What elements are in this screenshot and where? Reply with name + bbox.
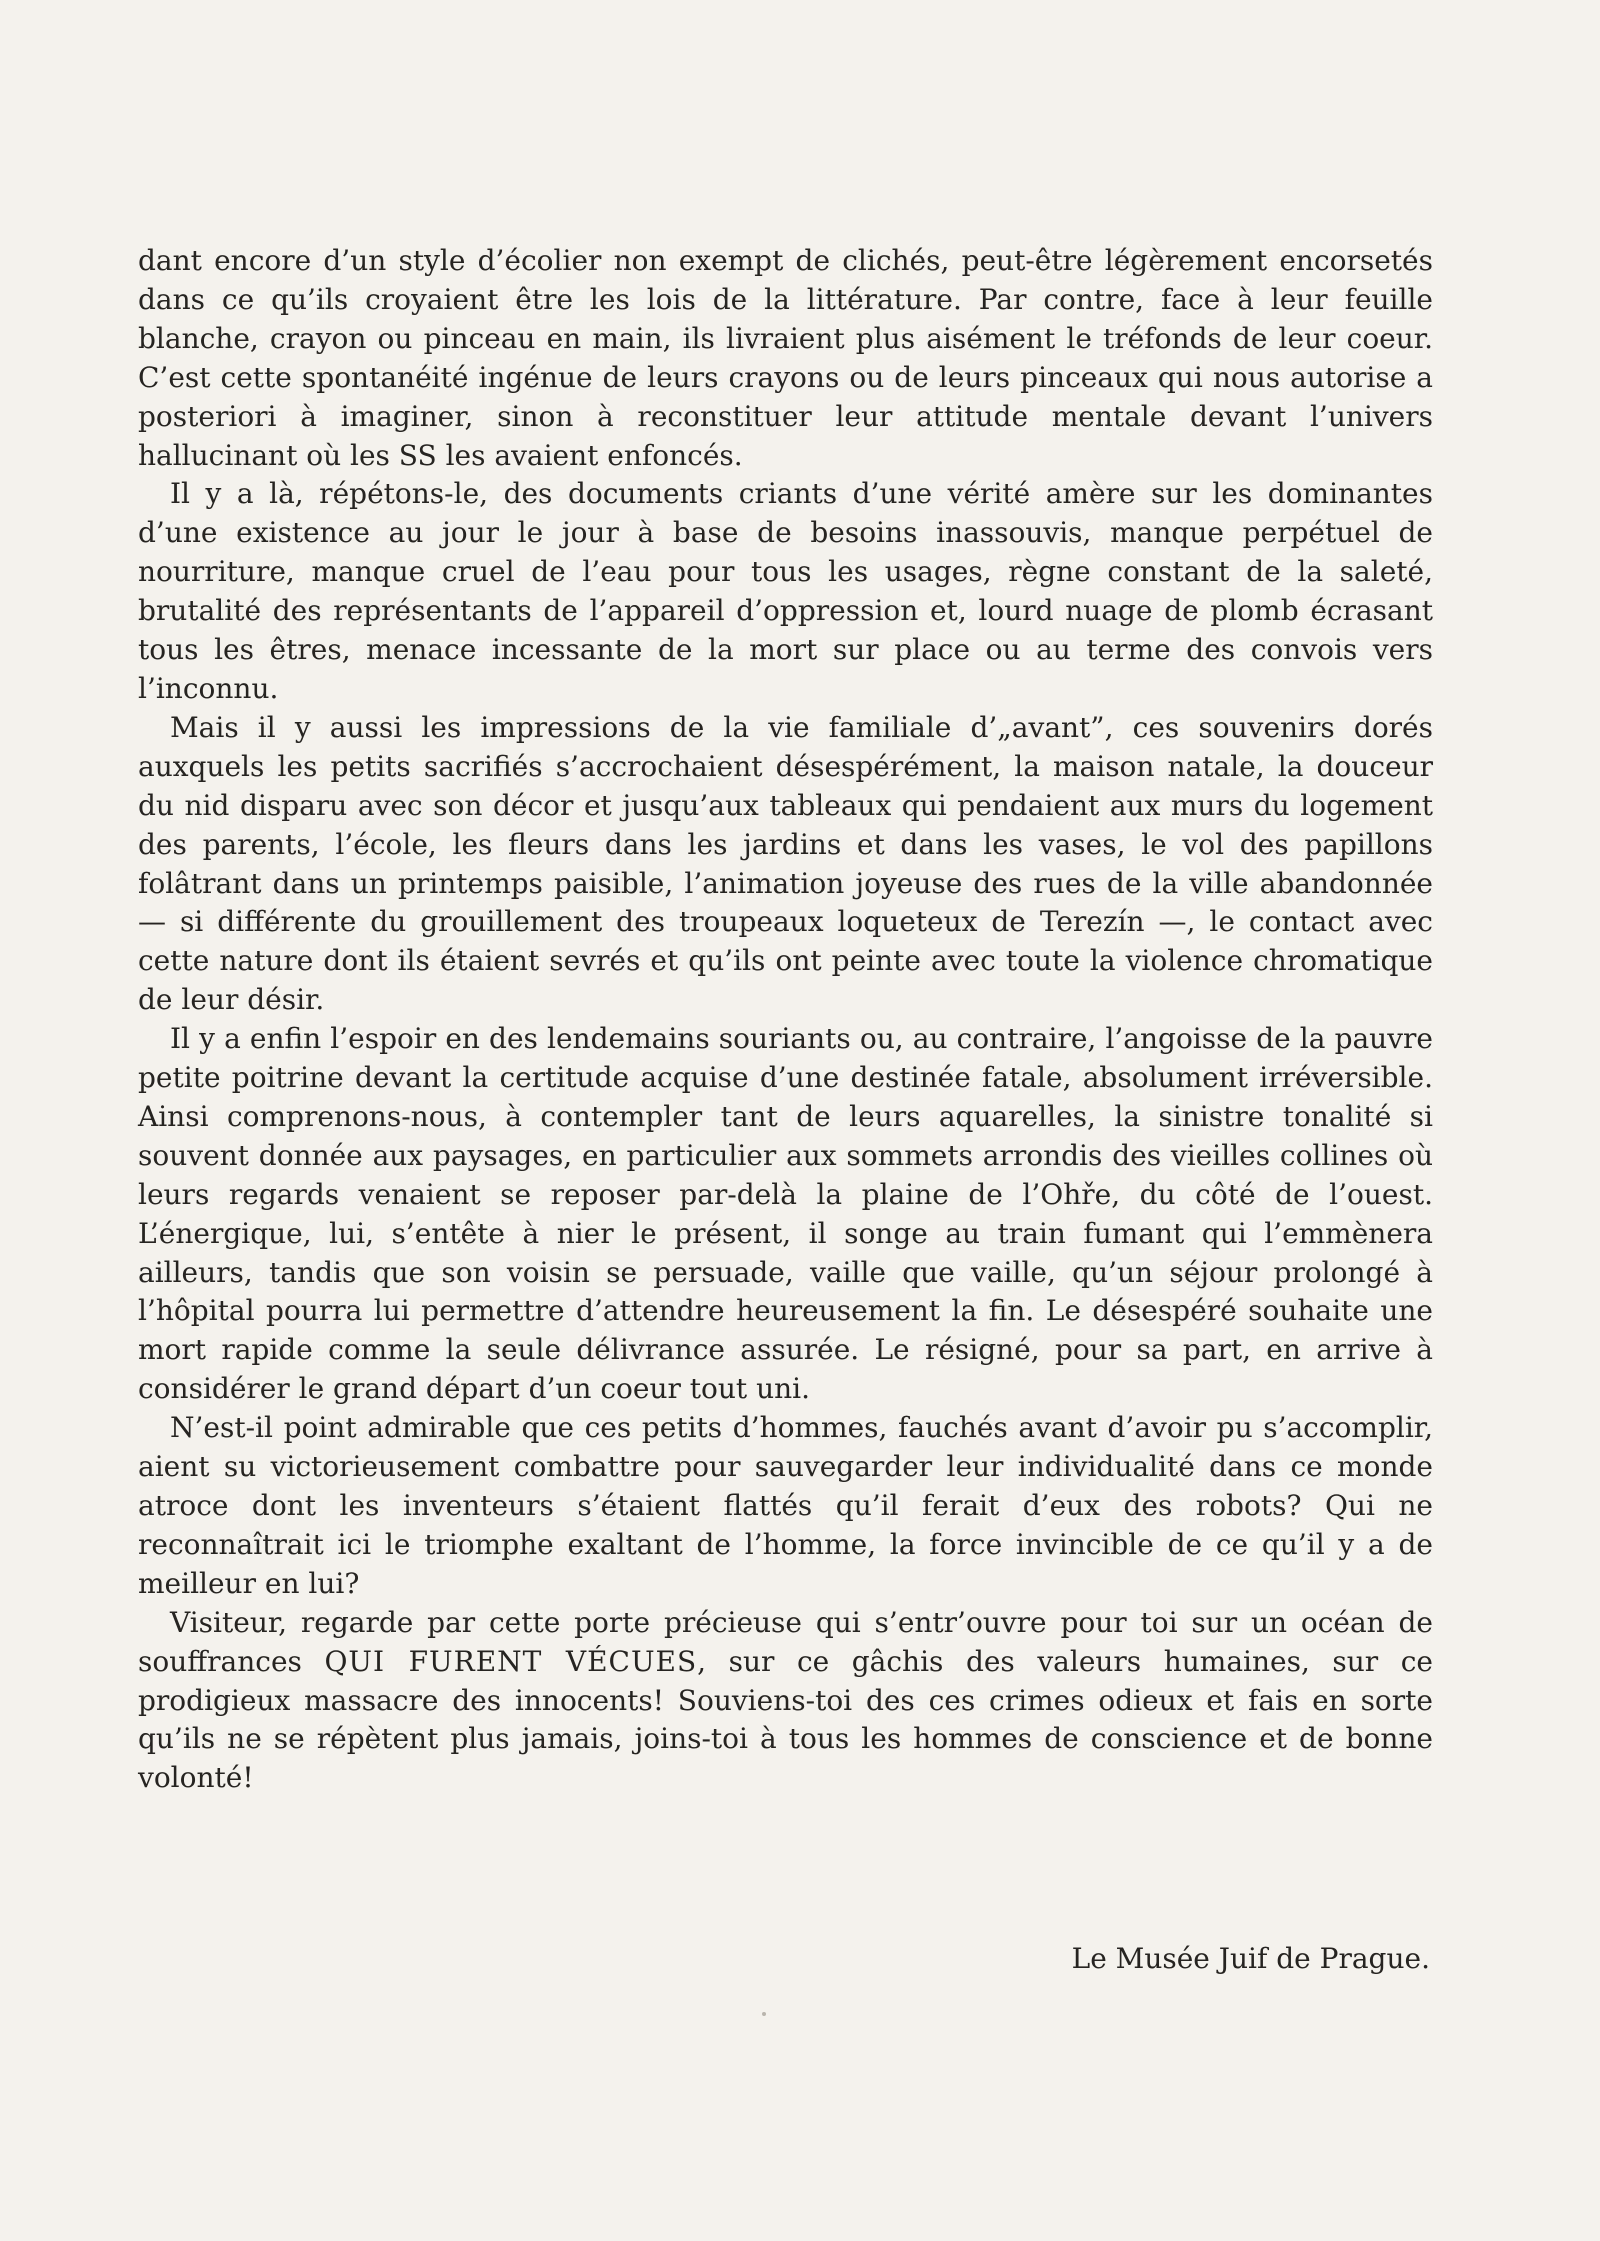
paragraph-1: dant encore d’un style d’écolier non exempt de clichés, peut-être légèrement encorsetés dans ce qu’ils croyaient être les lois de la littérature. Par contre, face à leur feuille blanche, crayon ou pinceau en main, ils livraient plus aisément le tréfonds de leur coeur. C’est cette spontanéité ingénue de leurs crayons ou de leurs pinceaux qui nous autorise a posteriori à imaginer, sinon à reconstituer leur attitude mentale devant l’univers hallucinant où les SS les avaient enfoncés. xyxy=(138,244,1433,472)
paragraph-5: N’est-il point admirable que ces petits d’hommes, fauchés avant d’avoir pu s’accomplir, aient su victorieusement combattre pour sauvegarder leur individualité dans ce monde atroce dont les inventeurs s’étaient flattés qu’il ferait d’eux des robots? Qui ne reconnaîtrait ici le triomphe exaltant de l’homme, la force invincible de ce qu’il y a de meilleur en lui? xyxy=(138,1411,1433,1600)
paper-speck xyxy=(762,2012,766,2016)
paragraph-6-start: Visiteur, regarde par cette porte précieuse qui s’entr’ouvre pour toi sur un océan de souffrances xyxy=(138,1605,1433,1678)
paragraph-4: Il y a enfin l’espoir en des lendemains souriants ou, au contraire, l’angoisse de la pauvre petite poitrine devant la certitude acquise d’une destinée fatale, absolument irréversible. Ainsi comprenons-nous, à contempler tant de leurs aquarelles, la sinistre tonalité si souvent donnée aux paysages, en particulier aux sommets arrondis des vieilles collines où leurs regards venaient se reposer par-delà la plaine de l’Ohře, du côté de l’ouest. L’énergique, lui, s’entête à nier le présent, il songe au train fumant qui l’emmènera ailleurs, tandis que son voisin se persuade, vaille que vaille, qu’un séjour prolongé à l’hôpital pourra lui permettre d’attendre heureusement la fin. Le désespéré souhaite une mort rapide comme la seule délivrance assurée. Le résigné, pour sa part, en arrive à considérer le grand départ d’un coeur tout uni. xyxy=(138,1022,1433,1406)
signature: Le Musée Juif de Prague. xyxy=(1071,1942,1430,1975)
emphasis-text: QUI FURENT VÉCUES xyxy=(324,1644,698,1678)
paragraph-6-end: , sur ce gâchis des valeurs humaines, sur ce prodigieux massacre des innocents! Souviens-toi des ces crimes odieux et fais en sorte qu’ils ne se répètent plus jamais, joins-toi à tous les hommes de conscience et de bonne volonté! xyxy=(138,1644,1433,1795)
paragraph-2: Il y a là, répétons-le, des documents criants d’une vérité amère sur les dominantes d’une existence au jour le jour à base de besoins inassouvis, manque perpétuel de nourriture, manque cruel de l’eau pour tous les usages, règne constant de la saleté, brutalité des représentants de l’appareil d’oppression et, lourd nuage de plomb écrasant tous les êtres, menace incessante de la mort sur place ou au terme des convois vers l’inconnu. xyxy=(138,477,1433,705)
paragraph-6 xyxy=(138,1604,1433,1799)
paragraph-3: Mais il y aussi les impressions de la vie familiale d’„avant”, ces souvenirs dorés auxquels les petits sacrifiés s’accrochaient désespérément, la maison natale, la douceur du nid disparu avec son décor et jusqu’aux tableaux qui pendaient aux murs du logement des parents, l’école, les fleurs dans les jardins et dans les vases, le vol des papillons folâtrant dans un printemps paisible, l’animation joyeuse des rues de la ville abandonnée — si différente du grouillement des troupeaux loqueteux de Terezín —, le contact avec cette nature dont ils étaient sevrés et qu’ils ont peinte avec toute la violence chromatique de leur désir. xyxy=(138,710,1433,1017)
body-text xyxy=(138,242,1433,1798)
